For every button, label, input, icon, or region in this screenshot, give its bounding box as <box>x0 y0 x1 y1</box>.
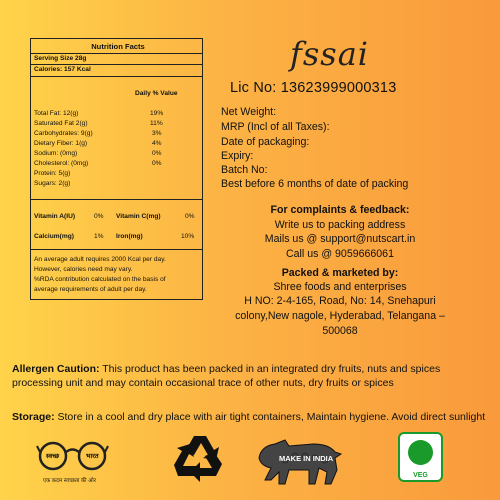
nutrient-value: 3% <box>152 130 162 137</box>
footnote: However, calories need may vary. <box>34 266 133 273</box>
vitamin-a-label: Vitamin A(IU) <box>34 213 76 220</box>
nutrient-label: Sodium: (0mg) <box>34 150 78 157</box>
make-in-india-lion-icon <box>255 436 343 488</box>
complaints-heading: For complaints & feedback: <box>270 204 410 216</box>
nutrition-facts-panel <box>30 38 203 300</box>
nutrient-value: 4% <box>152 140 162 147</box>
calcium-value: 1% <box>94 233 104 240</box>
nutrient-label: Dietary Fiber: 1(g) <box>34 140 88 147</box>
nutrient-value: 0% <box>152 160 162 167</box>
allergen-caution <box>12 362 488 390</box>
packed-heading: Packed & marketed by: <box>281 267 399 279</box>
vitamin-a-value: 0% <box>94 213 104 220</box>
calories: Calories: 157 Kcal <box>34 66 91 73</box>
fssai-logo <box>290 35 369 73</box>
veg-dot <box>408 440 433 465</box>
allergen-text: This product has been packed in an integrated dry fruits, nuts and spices processing unit and may contain occasional trace of other nuts, dry fruits or spices <box>12 363 441 389</box>
nutrient-label: Saturated Fat 2(g) <box>34 120 88 127</box>
nutrient-label: Protein: 5(g) <box>34 170 71 177</box>
nutrient-label: Carbohydrates: 9(g) <box>34 130 93 137</box>
recycle-icon <box>172 432 228 484</box>
footnote: average requirements of adult per day. <box>34 286 147 293</box>
storage-label: Storage: <box>12 411 55 423</box>
daily-value-header: Daily % Value <box>135 90 178 97</box>
nutrient-value: 19% <box>150 110 164 117</box>
best-before: Best before 6 months of date of packing <box>221 178 409 190</box>
packed-line: 500068 <box>322 325 358 337</box>
date-of-packaging: Date of packaging: <box>221 136 310 148</box>
veg-mark-icon <box>398 432 443 482</box>
vitamin-c-label: Vitamin C(mg) <box>116 213 161 220</box>
swachh-left-text: स्वच्छ <box>46 453 60 460</box>
nutrient-label: Total Fat: 12(g) <box>34 110 79 117</box>
iron-label: Iron(mg) <box>116 233 143 240</box>
license-number: Lic No: 13623999000313 <box>230 80 397 96</box>
nutrient-label: Cholesterol: (0mg) <box>34 160 89 167</box>
make-in-india-text: MAKE IN INDIA <box>279 454 334 463</box>
batch-no: Batch No: <box>221 164 268 176</box>
storage-text: Store in a cool and dry place with air tight containers, Maintain hygiene. Avoid direct sunlight <box>54 411 486 423</box>
complaints-line: Mails us @ support@nutscart.in <box>264 233 416 245</box>
expiry: Expiry: <box>221 150 254 162</box>
nutrient-label: Sugars: 2(g) <box>34 180 71 187</box>
nutrition-title: Nutrition Facts <box>91 42 145 51</box>
fssai-logo-text: fssai <box>290 35 369 73</box>
footnote: %RDA contribution calculated on the basis of <box>34 276 166 283</box>
mrp: MRP (Incl of all Taxes): <box>221 121 330 133</box>
net-weight: Net Weight: <box>221 106 277 118</box>
serving-size: Serving Size 28g <box>34 55 87 62</box>
iron-value: 10% <box>181 233 195 240</box>
allergen-label: Allergen Caution: <box>12 363 100 375</box>
swachh-tagline: एक कदम स्वच्छता की ओर <box>43 478 96 484</box>
nutrient-value: 0% <box>152 150 162 157</box>
swachh-bharat-icon <box>35 432 110 490</box>
vitamin-c-value: 0% <box>185 213 195 220</box>
complaints-line: Write us to packing address <box>274 219 406 231</box>
packed-line: colony,New nagole, Hyderabad, Telangana – <box>235 310 445 322</box>
swachh-right-text: भारत <box>86 453 99 460</box>
storage-info <box>12 410 488 424</box>
complaints-line: Call us @ 9059666061 <box>286 248 394 260</box>
packed-line: Shree foods and enterprises <box>273 281 407 293</box>
packed-line: H NO: 2-4-165, Road, No: 14, Snehapuri <box>244 295 436 307</box>
calcium-label: Calcium(mg) <box>34 233 74 240</box>
footnote: An average adult requires 2000 Kcal per day. <box>34 256 166 263</box>
veg-label: VEG <box>413 472 428 479</box>
nutrient-value: 11% <box>150 120 163 127</box>
